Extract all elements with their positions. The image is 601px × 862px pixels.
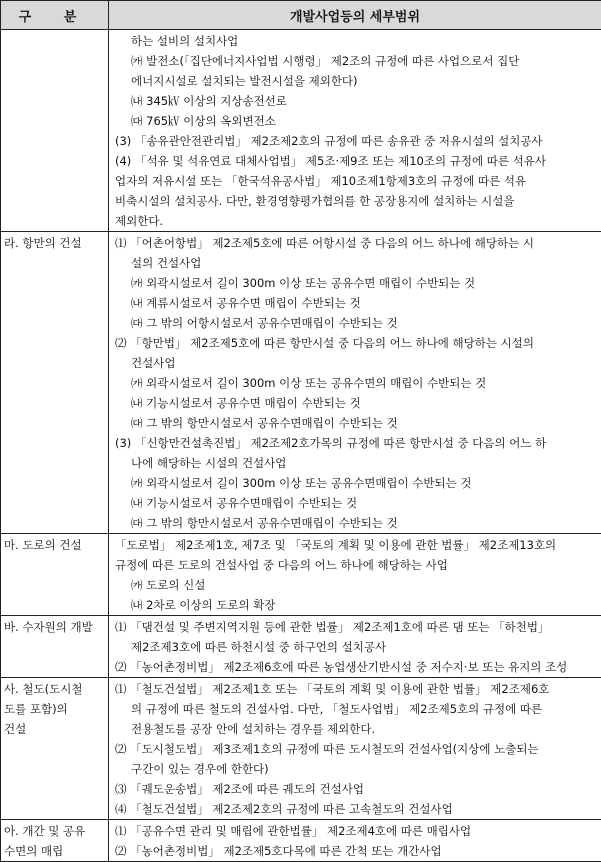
scope-line: 제외한다.: [115, 211, 597, 231]
scope-line: ㈐ 그 밖의 어항시설로서 공유수면매립이 수반되는 것: [115, 313, 597, 333]
scope-line: ㈏ 2차로 이상의 도로의 확장: [115, 595, 597, 615]
scope-line: ⑵ 「도시철도법」 제3조제1호의 규정에 따른 도시철도의 건설사업(지상에 노출되는: [115, 739, 597, 759]
scope-line: ㈎ 외곽시설로서 길이 300m 이상 또는 공유수면 매립이 수반되는 것: [115, 273, 597, 293]
scope-line: ㈏ 345㎸ 이상의 지상송전선로: [115, 91, 597, 111]
table-row: [1, 30, 601, 232]
category-label: 아. 개간 및 공유: [4, 821, 106, 841]
category-cell: [1, 232, 109, 534]
scope-line: ㈏ 기능시설로서 공유수면 매립이 수반되는 것: [115, 393, 597, 413]
category-cell: [1, 616, 109, 678]
category-cell: [1, 30, 109, 232]
scope-line: 설의 건설사업: [115, 253, 597, 273]
scope-line: ㈏ 기능시설로서 공유수면매립이 수반되는 것: [115, 493, 597, 513]
category-label: 수면의 매립: [4, 841, 106, 861]
scope-line: 제2조제3호에 따른 하천시설 중 하구언의 설치공사: [115, 637, 597, 657]
scope-line: ㈐ 그 밖의 항만시설로서 공유수면매립이 수반되는 것: [115, 513, 597, 533]
scope-line: ⑴ 「공유수면 관리 및 매립에 관한법률」 제2조제4호에 따른 매립사업: [115, 821, 597, 841]
scope-line: ⑵ 「항만법」 제2조제5호에 따른 항만시설 중 다음의 어느 하나에 해당하는 시설의: [115, 333, 597, 353]
header-scope: 개발사업등의 세부범위: [109, 1, 601, 30]
table-row: [1, 678, 601, 820]
scope-line: 구간이 있는 경우에 한한다): [115, 759, 597, 779]
scope-cell: [109, 30, 601, 232]
scope-line: ㈎ 외곽시설로서 길이 300m 이상 또는 공유수면매립이 수반되는 것: [115, 473, 597, 493]
header-category: [1, 1, 109, 30]
scope-cell: [109, 616, 601, 678]
scope-line: 하는 설비의 설치사업: [115, 31, 597, 51]
category-label: 마. 도로의 건설: [4, 535, 106, 555]
category-label: 라. 항만의 건설: [4, 233, 106, 253]
table-body: [1, 30, 601, 862]
scope-cell: [109, 534, 601, 616]
table-header-row: [1, 1, 601, 30]
scope-line: 나에 해당하는 시설의 건설사업: [115, 453, 597, 473]
table-row: [1, 616, 601, 678]
scope-line: ㈎ 외곽시설로서 길이 300m 이상 또는 공유수면의 매립이 수반되는 것: [115, 373, 597, 393]
scope-line: ㈐ 765㎸ 이상의 옥외변전소: [115, 111, 597, 131]
scope-line: 비축시설의 설치공사. 다만, 환경영향평가협의를 한 공장용지에 설치하는 시설을: [115, 191, 597, 211]
header-category-label: 구 분: [19, 10, 91, 25]
table-row: [1, 534, 601, 616]
scope-line: ㈐ 그 밖의 항만시설로서 공유수면매립이 수반되는 것: [115, 413, 597, 433]
scope-line: ㈎ 발전소(「집단에너지사업법 시행령」 제2조의 규정에 따른 사업으로서 집단: [115, 51, 597, 71]
scope-line: (4) 「석유 및 석유연료 대체사업법」 제5조·제9조 또는 제10조의 규정에 따른 석유사: [115, 151, 597, 171]
scope-line: ⑴ 「어촌어항법」 제2조제5호에 따른 어항시설 중 다음의 어느 하나에 해당하는 시: [115, 233, 597, 253]
scope-line: ㈎ 도로의 신설: [115, 575, 597, 595]
scope-cell: [109, 678, 601, 820]
scope-cell: [109, 820, 601, 862]
scope-line: 전용철도를 공장 안에 설치하는 경우를 제외한다.: [115, 719, 597, 739]
scope-line: (3) 「송유관안전관리법」 제2조제2호의 규정에 따른 송유관 중 저유시설의 설치공사: [115, 131, 597, 151]
scope-line: ⑴ 「철도건설법」 제2조제1호 또는 「국토의 계획 및 이용에 관한 법률」 제2조제6호: [115, 679, 597, 699]
scope-line: ㈏ 계류시설로서 공유수면 매립이 수반되는 것: [115, 293, 597, 313]
scope-line: (3) 「신항만건설촉진법」 제2조제2호가목의 규정에 따른 항만시설 중 다음의 어느 하: [115, 433, 597, 453]
scope-line: 규정에 따른 도로의 건설사업 중 다음의 어느 하나에 해당하는 사업: [115, 555, 597, 575]
scope-line: ⑶ 「궤도운송법」 제2조에 따른 궤도의 건설사업: [115, 779, 597, 799]
category-cell: [1, 534, 109, 616]
table-row: [1, 820, 601, 862]
scope-line: 건설사업: [115, 353, 597, 373]
scope-line: ⑴ 「댐건설 및 주변지역지원 등에 관한 법률」 제2조제1호에 따른 댐 또는 「하천법」: [115, 617, 597, 637]
scope-line: 의 규정에 따른 철도의 건설사업. 다만, 「철도사업법」 제2조제5호의 규정에 따른: [115, 699, 597, 719]
category-label: 도를 포함)의: [4, 699, 106, 719]
category-cell: [1, 820, 109, 862]
category-label: 사. 철도(도시철: [4, 679, 106, 699]
scope-cell: [109, 232, 601, 534]
category-label: 건설: [4, 719, 106, 739]
scope-line: ⑵ 「농어촌정비법」 제2조제5호다목에 따른 간척 또는 개간사업: [115, 841, 597, 861]
table-row: [1, 232, 601, 534]
scope-line: ⑵ 「농어촌정비법」 제2조제6호에 따른 농업생산기반시설 중 저수지·보 또는 유지의 조성: [115, 657, 597, 677]
scope-line: ⑷ 「철도건설법」 제2조제2호의 규정에 따른 고속철도의 건설사업: [115, 799, 597, 819]
scope-line: 「도로법」 제2조제1호, 제7조 및 「국토의 계획 및 이용에 관한 법률」 제2조제13호의: [115, 535, 597, 555]
category-label: 바. 수자원의 개발: [4, 617, 106, 637]
scope-line: 에너지시설로 설치되는 발전시설을 제외한다): [115, 71, 597, 91]
category-cell: [1, 678, 109, 820]
scope-line: 업자의 저유시설 또는 「한국석유공사법」 제10조제1항제3호의 규정에 따른 석유: [115, 171, 597, 191]
